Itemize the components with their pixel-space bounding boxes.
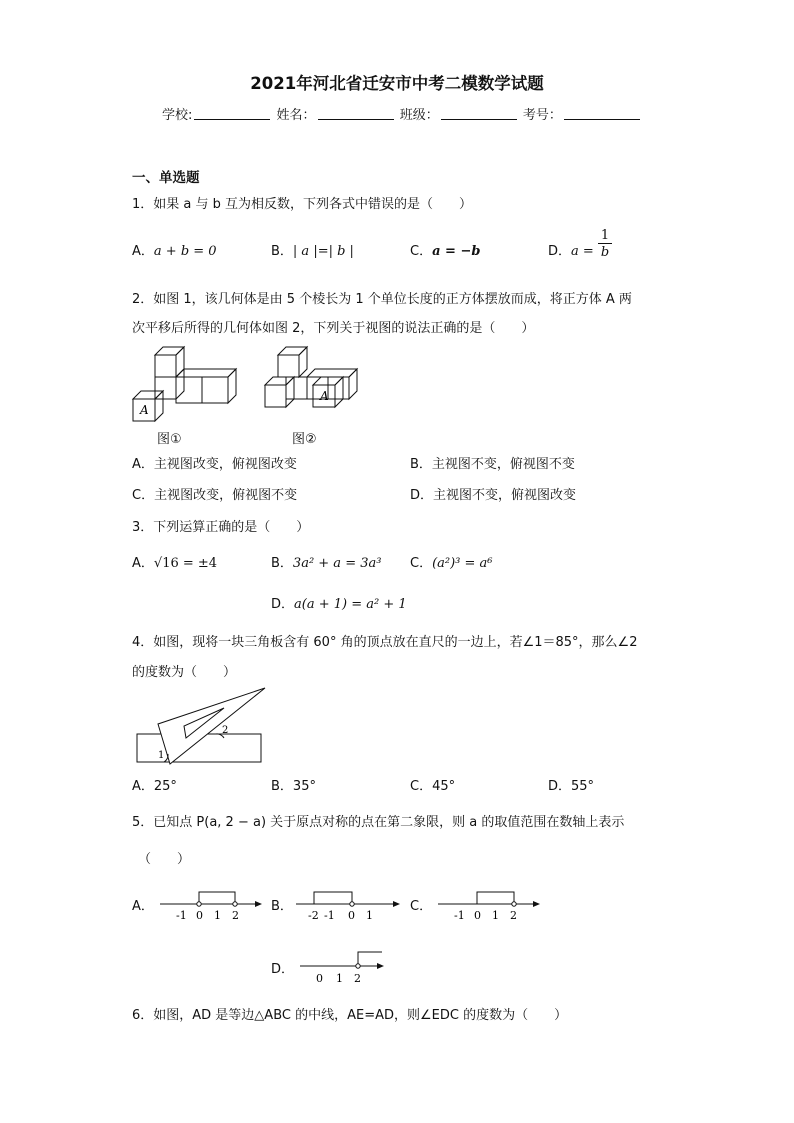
q5-numberline-b[interactable] bbox=[294, 886, 404, 922]
q5-stem-line2: （ ） bbox=[138, 852, 191, 867]
q5-stem-line1: 5．已知点 P(a, 2 − a) 关于原点对称的点在第二象限，则 a 的取值范围在数轴上表示 bbox=[132, 815, 625, 830]
page-title: 2021年河北省迁安市中考二模数学试题 bbox=[250, 74, 544, 93]
q2-stem-line2: 次平移后所得的几何体如图 2，下列关于视图的说法正确的是（ ） bbox=[132, 321, 535, 336]
fig1-label: 图① bbox=[157, 432, 182, 447]
fig2-cube-label: A bbox=[320, 389, 329, 403]
tick-label: -1 bbox=[324, 909, 335, 922]
q3-option-a[interactable] bbox=[132, 552, 217, 571]
q1-option-c[interactable] bbox=[410, 240, 480, 259]
angle-1-label: 1 bbox=[158, 750, 165, 761]
q1-option-b[interactable] bbox=[271, 240, 354, 259]
q4-stem-line2: 的度数为（ ） bbox=[132, 665, 237, 680]
q3-stem: 3．下列运算正确的是（ ） bbox=[132, 520, 310, 535]
q5-numberline-c[interactable] bbox=[436, 886, 546, 922]
q2-option-a[interactable]: A．主视图改变，俯视图改变 bbox=[132, 457, 297, 472]
student-info-line bbox=[162, 104, 642, 123]
tick-label: 1 bbox=[492, 909, 499, 922]
tick-label: 0 bbox=[474, 909, 481, 922]
q3-a-expr: √16 = ±4 bbox=[153, 556, 218, 571]
q1-d-denominator: b bbox=[600, 245, 610, 260]
tick-label: 1 bbox=[214, 909, 221, 922]
q3-b-label: B． bbox=[271, 556, 293, 571]
q4-stem-line1: 4．如图，现将一块三角板含有 60° 角的顶点放在直尺的一边上，若∠1＝85°，那么∠2 bbox=[132, 635, 638, 650]
q1-b-label: B． bbox=[271, 244, 293, 259]
q5-option-a-label[interactable]: A． bbox=[132, 899, 154, 914]
tick-label: 0 bbox=[196, 909, 203, 922]
tick-label: 2 bbox=[354, 972, 361, 985]
q2-option-d[interactable]: D．主视图不变，俯视图改变 bbox=[410, 488, 577, 503]
exam-no-blank[interactable] bbox=[564, 107, 640, 120]
q1-d-expr: a = bbox=[571, 244, 594, 259]
q2-option-c[interactable]: C．主视图改变，俯视图不变 bbox=[132, 488, 298, 503]
q1-c-expr: a = −b bbox=[432, 244, 481, 259]
tick-label: -1 bbox=[176, 909, 187, 922]
q1-a-label: A． bbox=[132, 244, 154, 259]
q1-option-a[interactable] bbox=[132, 240, 217, 259]
q3-d-expr: a(a + 1) = a² + 1 bbox=[294, 597, 407, 612]
exam-no-label: 考号： bbox=[522, 108, 562, 123]
q2-option-b[interactable]: B．主视图不变，俯视图不变 bbox=[410, 457, 575, 472]
q1-d-label: D． bbox=[548, 244, 572, 259]
tick-label: 1 bbox=[366, 909, 373, 922]
q3-a-label: A． bbox=[132, 556, 154, 571]
tick-label: 1 bbox=[336, 972, 343, 985]
q3-c-label: C． bbox=[410, 556, 433, 571]
q4-ruler-triangle-figure bbox=[134, 686, 268, 766]
q5-numberline-a[interactable] bbox=[158, 886, 266, 922]
triangle-outer bbox=[158, 688, 265, 764]
q1-d-numerator: 1 bbox=[598, 228, 612, 244]
q1-d-fraction bbox=[598, 228, 612, 261]
tick-label: -1 bbox=[454, 909, 465, 922]
q3-option-b[interactable] bbox=[271, 552, 381, 571]
fig1-cube-label: A bbox=[140, 403, 149, 417]
tick-label: 2 bbox=[510, 909, 517, 922]
name-label: 姓名： bbox=[276, 108, 316, 123]
tick-label: -2 bbox=[308, 909, 319, 922]
q4-option-b[interactable]: B．35° bbox=[271, 779, 316, 794]
figure-2-cubes bbox=[265, 347, 357, 407]
name-blank[interactable] bbox=[318, 107, 394, 120]
q1-stem: 1．如果 a 与 b 互为相反数，下列各式中错误的是（ ） bbox=[132, 197, 473, 212]
q5-option-c-label[interactable]: C． bbox=[410, 899, 433, 914]
tick-label: 0 bbox=[316, 972, 323, 985]
q5-option-d-label[interactable]: D． bbox=[271, 962, 295, 977]
q3-d-label: D． bbox=[271, 597, 295, 612]
q5-option-b-label[interactable]: B． bbox=[271, 899, 293, 914]
fig2-label: 图② bbox=[292, 432, 317, 447]
angle-2-label: 2 bbox=[222, 725, 229, 736]
tick-label: 2 bbox=[232, 909, 239, 922]
q3-option-c[interactable] bbox=[410, 552, 493, 571]
q5-numberline-d[interactable] bbox=[298, 948, 390, 986]
section-heading: 一、单选题 bbox=[132, 170, 200, 186]
q3-c-expr: (a²)³ = a⁶ bbox=[432, 556, 493, 571]
q3-b-expr: 3a² + a = 3a³ bbox=[292, 556, 382, 571]
q3-option-d[interactable] bbox=[271, 593, 407, 612]
q4-option-a[interactable]: A．25° bbox=[132, 779, 177, 794]
q6-stem: 6．如图，AD 是等边△ABC 的中线，AE=AD，则∠EDC 的度数为（ ） bbox=[132, 1008, 568, 1023]
class-label: 班级： bbox=[399, 108, 439, 123]
tick-label: 0 bbox=[348, 909, 355, 922]
school-label: 学校: bbox=[162, 108, 193, 123]
q1-a-expr: a + b = 0 bbox=[153, 244, 217, 259]
q1-option-d[interactable] bbox=[548, 240, 594, 259]
q1-c-label: C． bbox=[410, 244, 433, 259]
school-blank[interactable] bbox=[194, 107, 270, 120]
q4-option-d[interactable]: D．55° bbox=[548, 779, 595, 794]
q2-figures bbox=[128, 340, 368, 422]
class-blank[interactable] bbox=[441, 107, 517, 120]
q4-option-c[interactable]: C．45° bbox=[410, 779, 456, 794]
q2-stem-line1: 2．如图 1，该几何体是由 5 个棱长为 1 个单位长度的正方体摆放而成，将正方体 A 两 bbox=[132, 292, 632, 307]
q1-b-expr: | a |=| b | bbox=[292, 244, 354, 259]
